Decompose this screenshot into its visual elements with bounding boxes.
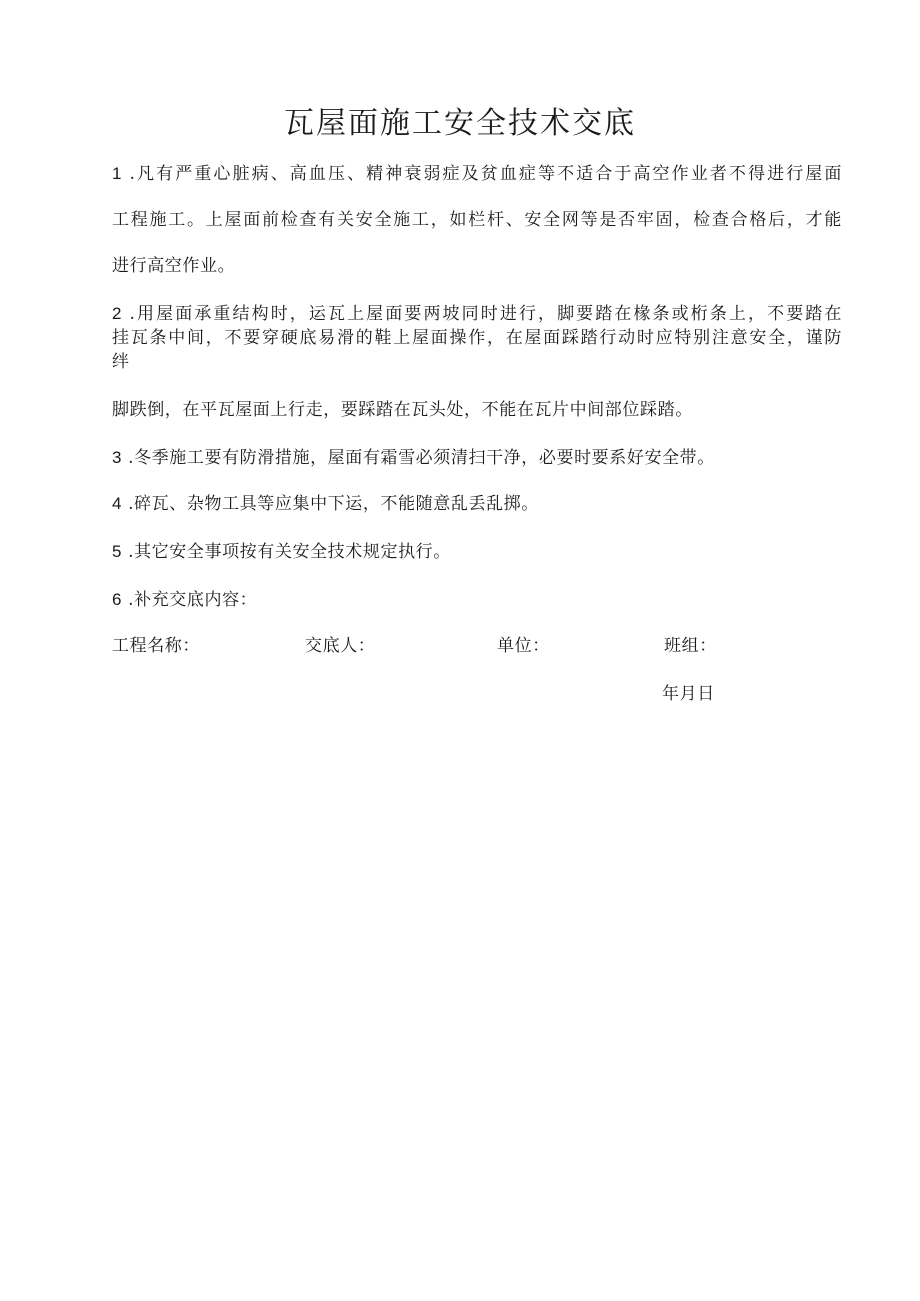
team-label: 班组： <box>664 636 717 656</box>
discloser-label: 交底人： <box>305 636 376 656</box>
item-2-number: 2 <box>112 304 123 323</box>
item-1-line-2: 工程施工。上屋面前检查有关安全施工，如栏杆、安全网等是否牢固，检查合格后，才能 <box>112 210 842 230</box>
item-6-line-1 <box>112 588 842 612</box>
document-title: 瓦屋面施工安全技术交底 <box>284 106 636 141</box>
item-4-line-1 <box>112 492 842 516</box>
item-1-line-3: 进行高空作业。 <box>112 256 236 276</box>
signature-row <box>0 634 920 660</box>
item-4-number: 4 <box>112 494 123 513</box>
item-2-line-3: 绊 <box>112 352 130 372</box>
item-4-text-1: .碎瓦、杂物工具等应集中下运，不能随意乱丢乱掷。 <box>122 494 539 514</box>
unit-label: 单位： <box>497 636 550 656</box>
item-3-text-1: .冬季施工要有防滑措施，屋面有霜雪必须清扫干净，必要时要系好安全带。 <box>122 448 715 468</box>
item-5-line-1 <box>112 540 842 564</box>
item-5-text-1: .其它安全事项按有关安全技术规定执行。 <box>122 542 451 562</box>
item-1-text-1: .凡有严重心脏病、高血压、精神衰弱症及贫血症等不适合于高空作业者不得进行屋面 <box>122 164 842 184</box>
item-3-number: 3 <box>112 448 123 467</box>
item-1-number: 1 <box>112 164 123 183</box>
item-3-line-1 <box>112 446 842 470</box>
item-6-number: 6 <box>112 590 123 609</box>
item-2-line-2: 挂瓦条中间，不要穿硬底易滑的鞋上屋面操作，在屋面踩踏行动时应特别注意安全，谨防 <box>112 328 842 348</box>
item-2-text-1: .用屋面承重结构时，运瓦上屋面要两坡同时进行，脚要踏在椽条或桁条上，不要踏在 <box>122 304 842 324</box>
item-1-line-1 <box>112 162 842 186</box>
item-6-text-1: .补充交底内容： <box>122 590 258 610</box>
item-2-line-4: 脚跌倒，在平瓦屋面上行走，要踩踏在瓦头处，不能在瓦片中间部位踩踏。 <box>112 400 693 420</box>
item-2-line-1 <box>112 302 842 326</box>
project-name-label: 工程名称： <box>112 636 200 656</box>
item-5-number: 5 <box>112 542 123 561</box>
date-label: 年月日 <box>662 684 715 704</box>
